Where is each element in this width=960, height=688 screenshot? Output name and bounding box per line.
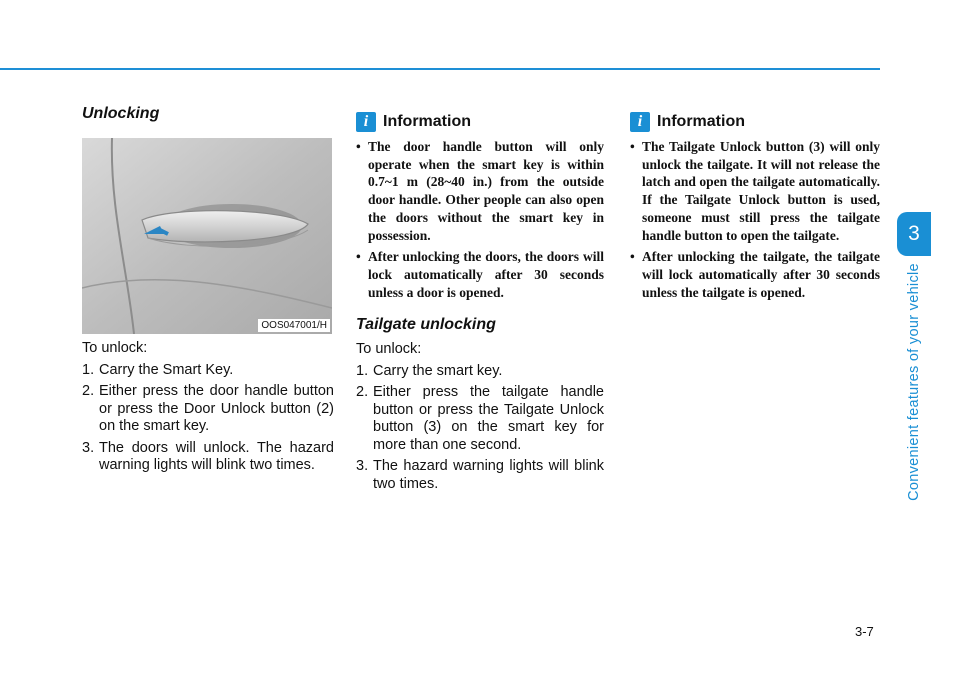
- unlocking-heading: Unlocking: [82, 105, 160, 122]
- chapter-title: Convenient features of your vehicle: [906, 263, 922, 501]
- chapter-tab: [897, 212, 931, 256]
- tailgate-intro: To unlock:: [356, 341, 422, 358]
- list-item: • The Tailgate Unlock button (3) will only unlock the tailgate. It will not release the latch and open the tailgate automatically. If the Tailgate Unlock button is used, someone must still press the tailgate handle button to open the tailgate.: [630, 139, 880, 243]
- list-item: 2. Either press the tailgate handle button or press the Tailgate Unlock button (3) on the smart key for more than one second.: [356, 384, 604, 453]
- image-caption: OOS047001/H: [258, 319, 330, 332]
- middle-column: [356, 104, 604, 493]
- door-handle-illustration: [82, 138, 332, 334]
- tailgate-steps: [356, 363, 604, 494]
- info-title: Information: [383, 113, 471, 130]
- info-icon: i: [356, 112, 376, 132]
- info-title: Information: [657, 113, 745, 130]
- list-item: • After unlocking the tailgate, the tailgate will lock automatically after 30 seconds unless the tailgate is opened.: [630, 249, 880, 300]
- right-column: [630, 104, 880, 305]
- tailgate-heading: Tailgate unlocking: [356, 316, 496, 334]
- door-handle-photo: [82, 138, 332, 334]
- info-header: [630, 112, 880, 132]
- info-list: [630, 138, 880, 301]
- list-item: 1. Carry the Smart Key.: [82, 361, 234, 378]
- unlock-intro: To unlock:: [82, 340, 148, 356]
- info-icon: i: [630, 112, 650, 132]
- left-column: [82, 104, 334, 475]
- list-item: • After unlocking the doors, the doors will lock automatically after 30 seconds unless a door is opened.: [356, 249, 604, 300]
- list-item: 3. The doors will unlock. The hazard warning lights will blink two times.: [82, 439, 334, 473]
- info-header: [356, 112, 604, 132]
- chapter-number: 3: [908, 222, 920, 245]
- list-item: 2. Either press the door handle button or press the Door Unlock button (2) on the smart key.: [82, 383, 334, 434]
- header-rule: [0, 68, 880, 70]
- page-number: 3-7: [855, 624, 874, 639]
- list-item: 3. The hazard warning lights will blink two times.: [356, 458, 604, 492]
- unlock-steps: [82, 362, 334, 475]
- list-item: 1. Carry the smart key.: [356, 362, 503, 379]
- list-item: • The door handle button will only operate when the smart key is within 0.7~1 m (28~40 in.) from the outside door handle. Other people can also open the doors without the smart key in possession.: [356, 139, 604, 243]
- info-list: [356, 138, 604, 301]
